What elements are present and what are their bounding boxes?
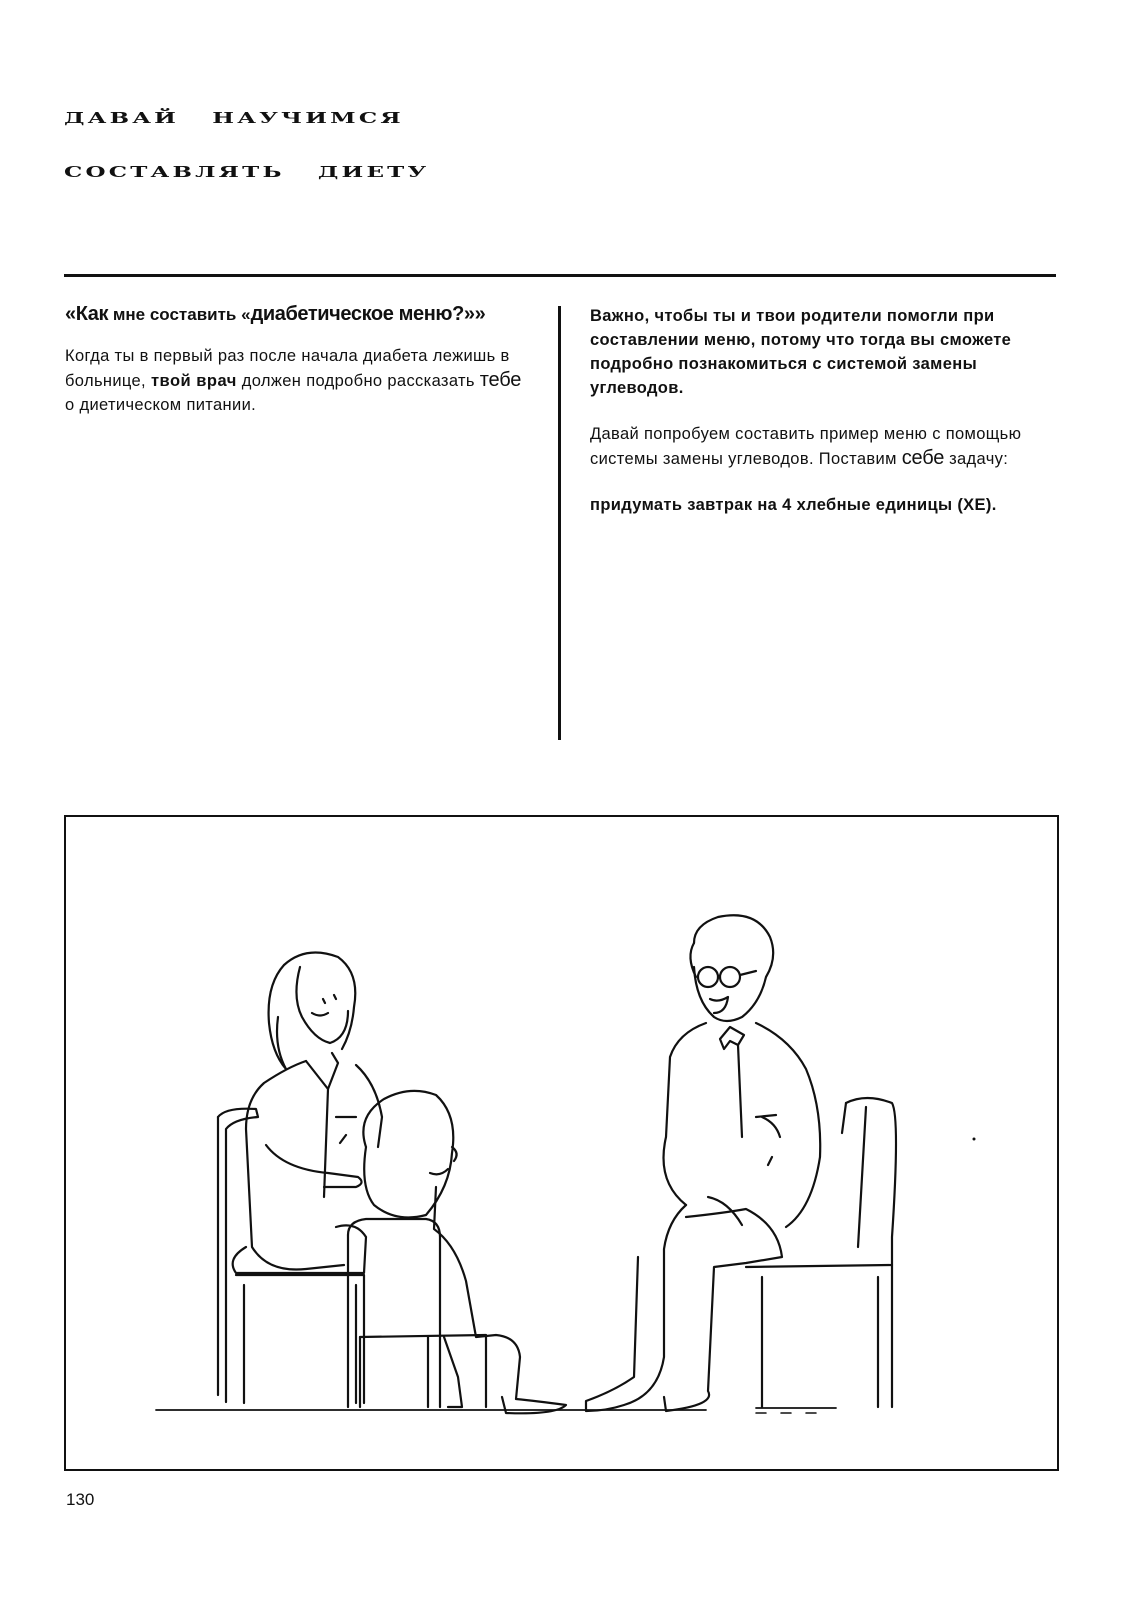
- title-divider: [64, 274, 1056, 277]
- illustration-drawing: [66, 817, 1057, 1469]
- intro-text-2: должен подробно рассказать: [236, 372, 480, 390]
- page-title-line-2: СОСТАВЛЯТЬ ДИЕТУ: [64, 163, 430, 181]
- section-question: [65, 302, 535, 327]
- parents-paragraph: Важно, чтобы ты и твои родители помогли при составлении меню, потому что тогда вы сможете подробно познакомиться с системой замены углеводов.: [590, 307, 1012, 397]
- right-column: [590, 304, 1060, 539]
- intro-big-word: тебе: [479, 369, 522, 391]
- question-part-1: «Как: [65, 303, 109, 325]
- intro-text-1: Когда ты в первый раз после начала диабета лежишь в больнице,: [65, 347, 510, 390]
- mother-chair: [218, 1109, 364, 1403]
- child-chair: [348, 1219, 486, 1407]
- column-divider: [558, 306, 561, 740]
- mother-figure: [233, 953, 382, 1274]
- example-paragraph: [590, 422, 1060, 471]
- example-text-1: Давай попробуем составить пример меню с помощью системы замены углеводов. Поставим: [590, 425, 1022, 468]
- left-column: [65, 302, 535, 417]
- doctor-figure: [586, 915, 820, 1411]
- child-figure: [363, 1091, 566, 1413]
- task-paragraph: придумать завтрак на 4 хлебные единицы (ХЕ).: [590, 496, 997, 514]
- speck: [973, 1138, 976, 1141]
- example-big-word: себе: [901, 447, 945, 469]
- intro-text-3: о диетическом питании.: [65, 396, 257, 414]
- page-title-line-1: ДАВАЙ НАУЧИМСЯ: [64, 109, 404, 127]
- page-number: 130: [66, 1490, 95, 1509]
- consultation-illustration: [64, 815, 1059, 1471]
- question-part-2: мне составить «: [108, 305, 251, 324]
- intro-paragraph: [65, 344, 535, 417]
- question-part-3: диабетическое меню?»»: [250, 303, 486, 325]
- floor-line: [156, 1408, 836, 1410]
- example-text-2: задачу:: [944, 450, 1009, 468]
- intro-bold-doctor: твой врач: [150, 372, 237, 390]
